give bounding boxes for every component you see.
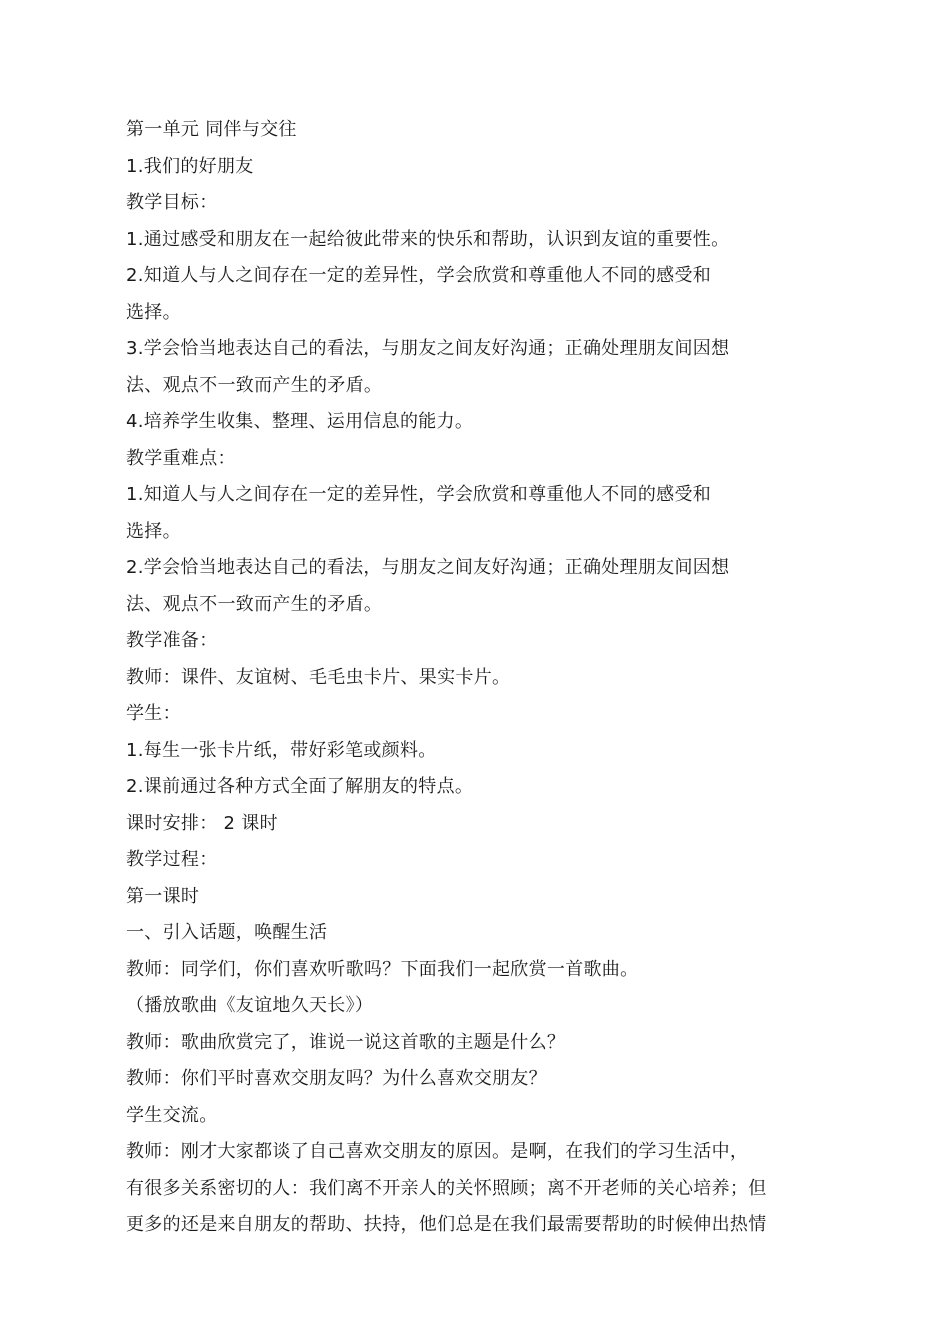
period-heading: 第一课时 <box>126 885 200 907</box>
schedule-line: 课时安排： 2 课时 <box>126 812 278 834</box>
text-line: 教师：课件、友谊树、毛毛虫卡片、果实卡片。 <box>126 666 511 688</box>
section-heading-objectives: 教学目标： <box>126 192 218 213</box>
text-line: 1.每生一张卡片纸，带好彩笔或颜料。 <box>126 739 437 761</box>
text-line: 学生： <box>126 703 181 724</box>
text-line: 选择。 <box>126 520 181 542</box>
text-line: 教师：同学们，你们喜欢听歌吗？下面我们一起欣赏一首歌曲。 <box>126 958 639 980</box>
text-line: 2.学会恰当地表达自己的看法，与朋友之间友好沟通；正确处理朋友间因想 <box>126 557 730 578</box>
section-heading-preparation: 教学准备： <box>126 630 218 651</box>
lesson-title: 1.我们的好朋友 <box>126 155 254 177</box>
document-body <box>126 112 806 1244</box>
text-line: 学生交流。 <box>126 1104 218 1126</box>
text-line: 更多的还是来自朋友的帮助、扶持，他们总是在我们最需要帮助的时候伸出热情 <box>126 1214 767 1235</box>
text-line: 4.培养学生收集、整理、运用信息的能力。 <box>126 411 474 432</box>
text-line: 2.知道人与人之间存在一定的差异性，学会欣赏和尊重他人不同的感受和 <box>126 265 712 286</box>
text-line: 法、观点不一致而产生的矛盾。 <box>126 374 383 396</box>
section-heading-process: 教学过程： <box>126 849 218 870</box>
step-heading: 一、引入话题，唤醒生活 <box>126 922 328 943</box>
text-line: 教师：歌曲欣赏完了，谁说一说这首歌的主题是什么？ <box>126 1031 566 1053</box>
text-line: （播放歌曲《友谊地久天长》） <box>126 995 374 1016</box>
text-line: 有很多关系密切的人：我们离不开亲人的关怀照顾；离不开老师的关心培养；但 <box>126 1177 767 1199</box>
text-line: 法、观点不一致而产生的矛盾。 <box>126 593 383 615</box>
text-line: 1.知道人与人之间存在一定的差异性，学会欣赏和尊重他人不同的感受和 <box>126 484 712 505</box>
text-line: 教师：你们平时喜欢交朋友吗？为什么喜欢交朋友？ <box>126 1068 547 1089</box>
unit-title: 第一单元 同伴与交往 <box>126 119 297 140</box>
section-heading-key-points: 教学重难点： <box>126 447 236 469</box>
text-line: 2.课前通过各种方式全面了解朋友的特点。 <box>126 776 474 797</box>
text-line: 选择。 <box>126 301 181 323</box>
text-line: 3.学会恰当地表达自己的看法，与朋友之间友好沟通；正确处理朋友间因想 <box>126 338 730 359</box>
text-line: 教师：刚才大家都谈了自己喜欢交朋友的原因。是啊，在我们的学习生活中， <box>126 1141 749 1162</box>
text-line: 1.通过感受和朋友在一起给彼此带来的快乐和帮助，认识到友谊的重要性。 <box>126 228 730 250</box>
